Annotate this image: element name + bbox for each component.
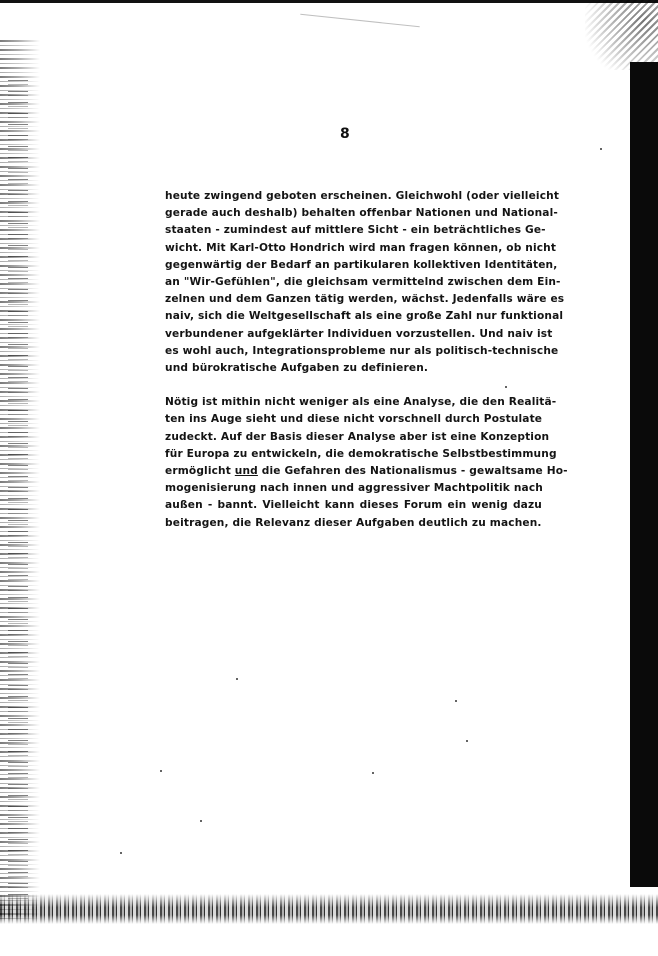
scan-speck	[160, 770, 162, 772]
paragraph-2	[165, 394, 568, 532]
scan-speck	[455, 700, 457, 702]
scan-top-edge	[0, 0, 658, 3]
scan-bottom-edge-noise	[0, 894, 658, 924]
paragraph-1	[165, 188, 565, 377]
text-line: außen - bannt. Vielleicht kann dieses Forum ein wenig dazu	[165, 499, 542, 512]
text-line: beitragen, die Relevanz dieser Aufgaben deutlich zu machen.	[165, 516, 542, 529]
text-line: heute zwingend geboten erscheinen. Gleichwohl (oder vielleicht	[165, 190, 560, 202]
text-line: verbundener aufgeklärter Individuen vorzustellen. Und naiv ist	[165, 327, 553, 340]
text-line: gerade auch deshalb) behalten offenbar Nationen und National-	[165, 207, 558, 220]
text-line: staaten - zumindest auf mittlere Sicht - ein beträchtliches Ge-	[165, 224, 546, 237]
text-line: ten ins Auge sieht und diese nicht vorschnell durch Postulate	[165, 413, 543, 426]
scan-speck	[505, 386, 507, 388]
scan-right-edge-bar	[630, 62, 658, 887]
text-segment: die Gefahren des Nationalismus - gewaltsame Ho-	[257, 465, 568, 478]
scan-speck	[372, 772, 374, 774]
scan-speck	[466, 740, 468, 742]
text-line: gegenwärtig der Bedarf an partikularen kollektiven Identitäten,	[165, 258, 558, 271]
text-line: für Europa zu entwickeln, die demokratische Selbstbestimmung	[165, 447, 557, 460]
scan-speck	[120, 852, 122, 854]
page-number: 8	[340, 126, 350, 142]
document-body	[165, 188, 568, 549]
scan-speck	[200, 820, 202, 822]
text-line: zelnen und dem Ganzen tätig werden, wächst. Jedenfalls wäre es	[165, 293, 565, 306]
scan-speck	[600, 148, 602, 150]
text-segment: ermöglicht	[165, 465, 235, 478]
underlined-word: und	[234, 465, 258, 478]
scan-left-edge-streaks	[8, 80, 28, 900]
text-line: wicht. Mit Karl-Otto Hondrich wird man fragen können, ob nicht	[165, 241, 557, 254]
scan-corner-noise	[585, 0, 658, 70]
text-line: es wohl auch, Integrationsprobleme nur als politisch-technische	[165, 344, 559, 357]
text-line: an "Wir-Gefühlen", die gleichsam vermittelnd zwischen dem Ein-	[165, 276, 561, 289]
text-line-with-underline	[165, 463, 568, 480]
text-line: mogenisierung nach innen und aggressiver Machtpolitik nach	[165, 482, 543, 495]
text-line: naiv, sich die Weltgesellschaft als eine große Zahl nur funktional	[165, 310, 564, 323]
scan-faint-mark	[300, 14, 419, 28]
text-line: und bürokratische Aufgaben zu definieren.	[165, 362, 429, 375]
text-line: Nötig ist mithin nicht weniger als eine Analyse, die den Realitä-	[165, 396, 557, 409]
text-line: zudeckt. Auf der Basis dieser Analyse aber ist eine Konzeption	[165, 430, 550, 443]
scan-speck	[236, 678, 238, 680]
